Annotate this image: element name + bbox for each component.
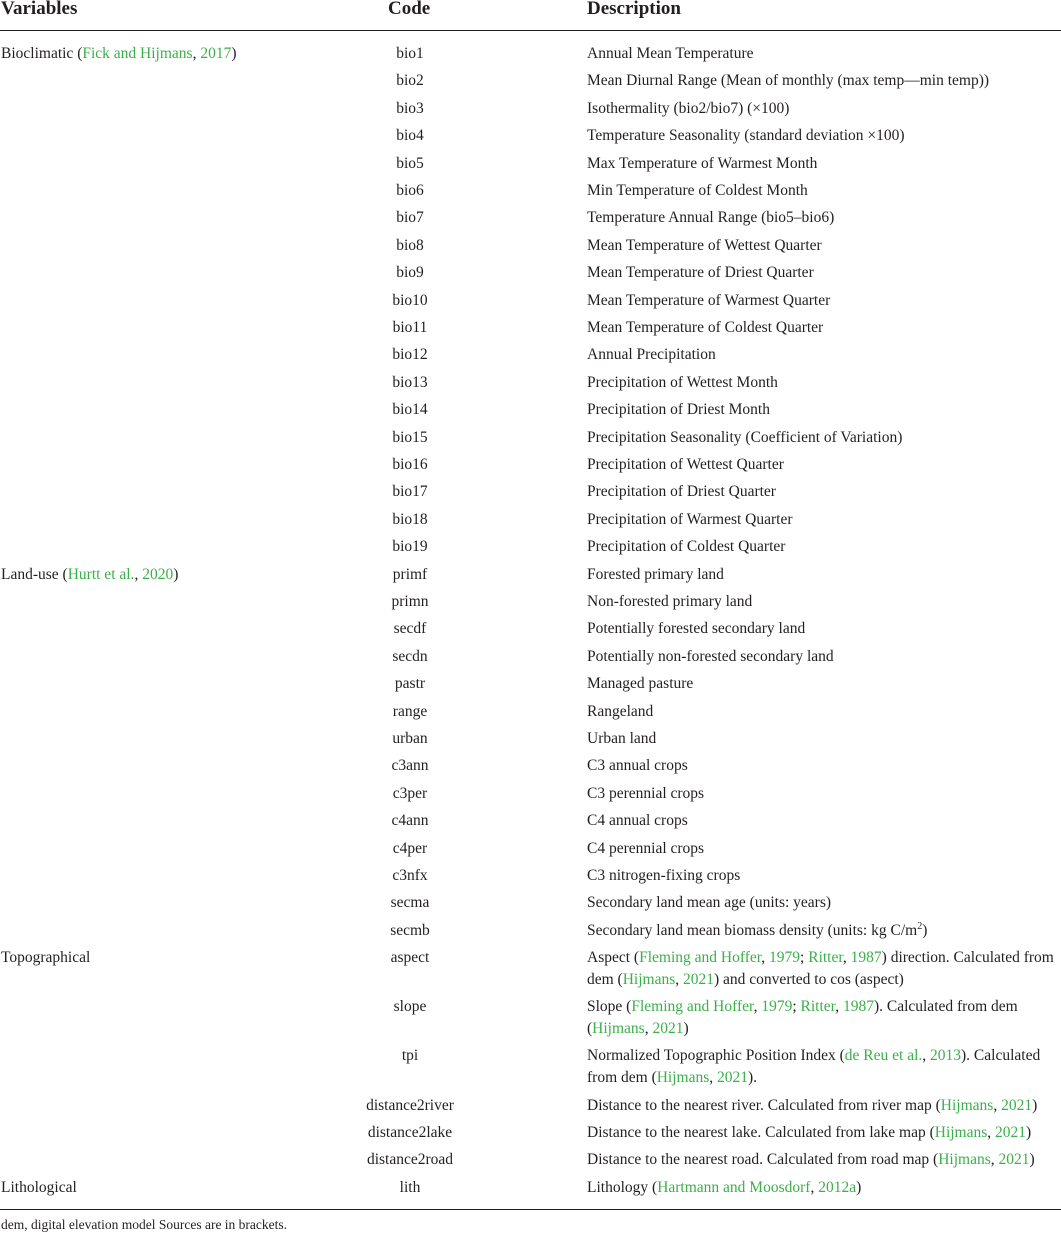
description-text: , [644, 1020, 653, 1038]
description-text: Non-forested primary land [587, 593, 753, 610]
citation-link[interactable]: Hijmans [656, 1069, 710, 1087]
group-label-lithological [1, 1177, 77, 1199]
description-text: ) and converted to cos (aspect) [714, 971, 904, 989]
description-text: Mean Temperature of Wettest Quarter [587, 236, 822, 254]
citation-link[interactable]: Ritter [800, 998, 836, 1016]
code-cell: bio13 [392, 373, 428, 391]
description-text: Mean Temperature of Warmest Quarter [587, 291, 831, 309]
table-row [0, 122, 1061, 149]
header-variables: Variables [1, 0, 78, 19]
citation-link[interactable]: Hijmans [592, 1020, 645, 1038]
description-cell [587, 509, 1061, 531]
table-row [0, 204, 1061, 231]
table-row [0, 1042, 1061, 1092]
description-cell [587, 454, 1061, 476]
description-text: C4 annual crops [587, 812, 688, 830]
description-text: ; [800, 949, 809, 967]
description-cell [587, 262, 1061, 284]
description-cell [587, 646, 1061, 668]
description-text: Temperature Annual Range (bio5–bio6) [587, 209, 835, 227]
description-text: Rangeland [587, 702, 654, 720]
table-row [0, 670, 1061, 697]
group-label-text: Bioclimatic ( [1, 45, 83, 62]
description-text: , [922, 1047, 931, 1065]
description-text: C3 perennial crops [587, 784, 705, 802]
description-text: Potentially non-forested secondary land [587, 647, 834, 665]
table-row [0, 259, 1061, 286]
description-cell [587, 755, 1061, 777]
table-header [0, 0, 1061, 31]
description-cell [587, 838, 1061, 860]
description-cell [587, 481, 1061, 503]
group-label-landuse [1, 564, 178, 586]
citation-link[interactable]: Hartmann and Moosdorf [657, 1178, 811, 1196]
code-cell: c3per [392, 784, 428, 802]
code-cell: distance2lake [367, 1124, 453, 1142]
description-text: , [753, 998, 762, 1016]
code-cell: bio10 [392, 291, 428, 309]
description-text: Min Temperature of Coldest Month [587, 182, 808, 199]
code-cell: secmb [390, 921, 430, 939]
description-text: Precipitation of Warmest Quarter [587, 510, 793, 528]
code-cell: primn [391, 593, 429, 610]
description-text: Max Temperature of Warmest Month [587, 154, 818, 172]
citation-link[interactable]: Hurtt et al. [67, 565, 135, 583]
citation-link[interactable]: Ritter [808, 949, 843, 967]
description-text: ) [1029, 1151, 1035, 1169]
description-cell [587, 43, 1061, 65]
description-text: , [709, 1069, 718, 1087]
description-text: , [987, 1124, 996, 1142]
table-row [0, 1092, 1061, 1119]
description-text: ) direction. Calculated from dem ( [587, 949, 1054, 989]
citation-link[interactable]: 2021 [683, 971, 715, 989]
table-row [0, 341, 1061, 368]
citation-link[interactable]: 2021 [1001, 1097, 1033, 1115]
description-cell [587, 98, 1061, 120]
description-text: Managed pasture [587, 675, 694, 693]
code-cell: bio6 [396, 182, 424, 199]
description-text: Temperature Seasonality (standard deviation ×100) [587, 127, 905, 145]
description-text: , [993, 1097, 1002, 1115]
description-text: Distance to the nearest road. Calculated from road map ( [587, 1151, 939, 1169]
table-row [0, 643, 1061, 670]
code-cell: bio16 [392, 456, 428, 473]
description-cell [587, 1122, 1061, 1144]
description-text: Forested primary land [587, 565, 724, 583]
description-text: Precipitation of Driest Month [587, 401, 770, 419]
code-cell: bio17 [392, 483, 428, 501]
description-text: ). Calculated from dem ( [587, 998, 1018, 1038]
code-cell: urban [392, 730, 428, 747]
table-row [0, 314, 1061, 341]
bottom-rule [0, 1209, 1061, 1210]
citation-link[interactable]: Hijmans [622, 971, 676, 989]
code-cell: lith [399, 1178, 421, 1196]
description-cell [587, 1177, 1061, 1199]
description-text: Urban land [587, 730, 657, 747]
description-text: ) [683, 1020, 689, 1038]
description-cell [587, 399, 1061, 421]
citation-link[interactable]: Fick and Hijmans [82, 45, 193, 62]
description-text: ; [792, 998, 801, 1016]
code-cell: bio4 [396, 127, 424, 145]
group-label-text: Topographical [1, 949, 91, 967]
header-description: Description [587, 0, 681, 19]
table-row [0, 615, 1061, 642]
description-cell [587, 618, 1061, 640]
code-cell: bio8 [396, 236, 424, 254]
description-cell [587, 564, 1061, 586]
group-label-topographical [1, 947, 90, 969]
table-row [0, 698, 1061, 725]
code-cell: secdn [392, 647, 428, 665]
table-row [0, 588, 1061, 615]
table-row [0, 369, 1061, 396]
description-text: Secondary land mean age (units: years) [587, 894, 832, 912]
superscript: 2 [917, 920, 923, 932]
table-row [0, 150, 1061, 177]
table-row [0, 424, 1061, 451]
table-row [0, 67, 1061, 94]
description-text: Mean Temperature of Coldest Quarter [587, 319, 824, 336]
description-text: , [810, 1178, 819, 1196]
group-label-bioclimatic [1, 43, 237, 65]
description-cell [587, 673, 1061, 695]
description-text: Lithology ( [587, 1178, 658, 1196]
description-text: C3 nitrogen-fixing crops [587, 867, 741, 884]
table-row [0, 506, 1061, 533]
citation-year-link[interactable]: 2017 [200, 45, 232, 62]
table-row [0, 862, 1061, 889]
table-row [0, 177, 1061, 204]
citation-year-link[interactable]: 2020 [142, 565, 174, 583]
description-cell [587, 427, 1061, 449]
citation-close: ) [173, 565, 179, 583]
citation-link[interactable]: 2021 [717, 1069, 749, 1087]
description-text: ) [1032, 1097, 1038, 1115]
description-text: , [675, 971, 684, 989]
citation-link[interactable]: 2021 [652, 1020, 684, 1038]
description-text: ) [856, 1178, 862, 1196]
code-cell: bio15 [392, 428, 428, 446]
description-text: C4 perennial crops [587, 839, 705, 857]
code-cell: secma [390, 894, 430, 912]
description-text: Precipitation of Driest Quarter [587, 483, 776, 501]
code-cell: c3nfx [392, 867, 428, 884]
code-cell: bio2 [396, 72, 424, 90]
description-cell [587, 536, 1061, 558]
table-row [0, 780, 1061, 807]
code-cell: bio7 [396, 209, 424, 227]
description-cell [587, 996, 1061, 1040]
group-label-text: Lithological [1, 1178, 77, 1196]
table-row [0, 725, 1061, 752]
table-row [0, 478, 1061, 505]
description-text: Distance to the nearest lake. Calculated from lake map ( [587, 1124, 935, 1142]
table-row [0, 396, 1061, 423]
citation-link[interactable]: 1987 [850, 949, 882, 967]
description-text: Annual Precipitation [587, 346, 716, 364]
description-cell [587, 865, 1061, 887]
citation-sep: , [134, 565, 143, 583]
code-cell: c4per [392, 839, 428, 857]
citation-sep: , [192, 45, 201, 62]
code-cell: c3ann [391, 757, 429, 775]
description-text: Distance to the nearest river. Calculated from river map ( [587, 1097, 941, 1115]
description-cell [587, 70, 1061, 92]
code-cell: bio5 [396, 154, 424, 172]
table-row [0, 561, 1061, 588]
table-row [0, 1174, 1061, 1201]
table-row [0, 287, 1061, 314]
description-cell [587, 235, 1061, 257]
table-row [0, 835, 1061, 862]
citation-link[interactable]: Fleming and Hoffer [639, 949, 762, 967]
table-row [0, 232, 1061, 259]
description-cell [587, 783, 1061, 805]
description-after: ) [922, 921, 928, 939]
code-cell: bio14 [392, 401, 428, 419]
description-cell [587, 728, 1061, 750]
description-cell [587, 153, 1061, 175]
description-text: ). [748, 1069, 758, 1087]
citation-link[interactable]: 2021 [998, 1151, 1030, 1169]
citation-link[interactable]: 2012a [818, 1178, 857, 1196]
code-cell: bio12 [392, 346, 428, 364]
table-row [0, 95, 1061, 122]
citation-link[interactable]: 1987 [842, 998, 874, 1016]
table-row [0, 993, 1061, 1042]
table-row [0, 917, 1061, 944]
table-row [0, 944, 1061, 993]
table-row [0, 807, 1061, 834]
description-cell [587, 207, 1061, 229]
table-row [0, 889, 1061, 916]
code-cell: distance2river [366, 1097, 454, 1115]
citation-link[interactable]: 1979 [761, 998, 793, 1016]
table-row [0, 752, 1061, 779]
description-text: Precipitation of Wettest Month [587, 373, 778, 391]
citation-link[interactable]: 2013 [930, 1047, 962, 1065]
citation-link[interactable]: Hijmans [938, 1151, 991, 1169]
description-cell [587, 920, 1061, 942]
description-text: ). Calculated from dem ( [587, 1047, 1041, 1087]
description-cell [587, 344, 1061, 366]
description-text: , [990, 1151, 999, 1169]
description-cell [587, 1045, 1061, 1089]
citation-link[interactable]: Hijmans [934, 1124, 988, 1142]
footnote: dem, digital elevation model Sources are in brackets. [1, 1217, 288, 1232]
table-row [0, 1146, 1061, 1174]
description-text: Slope ( [587, 998, 632, 1016]
code-cell: c4ann [391, 812, 429, 830]
table-row [0, 451, 1061, 478]
description-text: C3 annual crops [587, 757, 688, 775]
code-cell: bio3 [396, 99, 424, 117]
description-text: Isothermality (bio2/bio7) (×100) [587, 99, 790, 117]
description-cell [587, 947, 1061, 991]
description-text: Precipitation Seasonality (Coefficient of Variation) [587, 428, 903, 446]
table-row [0, 1119, 1061, 1146]
description-text: Precipitation of Wettest Quarter [587, 456, 784, 473]
citation-link[interactable]: Fleming and Hoffer [631, 998, 754, 1016]
description-cell [587, 317, 1061, 339]
description-text: Annual Mean Temperature [587, 45, 754, 62]
description-text: Aspect ( [587, 949, 640, 967]
code-cell: secdf [393, 620, 427, 638]
header-code: Code [388, 0, 431, 19]
description-text: Potentially forested secondary land [587, 620, 806, 638]
description-text: ) [1026, 1124, 1032, 1142]
description-cell [587, 125, 1061, 147]
table-row [0, 533, 1061, 560]
code-cell: range [392, 702, 428, 720]
description-cell [587, 1149, 1061, 1171]
code-cell: tpi [401, 1047, 419, 1065]
citation-link[interactable]: Hijmans [940, 1097, 994, 1115]
code-cell: aspect [390, 949, 430, 967]
description-cell [587, 810, 1061, 832]
description-text: Mean Temperature of Driest Quarter [587, 264, 814, 282]
description-text: , [761, 949, 770, 967]
code-cell: distance2road [366, 1151, 454, 1169]
code-cell: slope [393, 998, 427, 1016]
code-cell: bio11 [392, 319, 428, 336]
code-cell: pastr [394, 675, 426, 693]
description-text: Mean Diurnal Range (Mean of monthly (max temp—min temp)) [587, 72, 990, 90]
description-cell [587, 180, 1061, 202]
citation-link[interactable]: 1979 [769, 949, 801, 967]
group-label-text: Land-use ( [1, 565, 68, 583]
description-text: , [835, 998, 843, 1016]
code-cell: bio18 [392, 510, 428, 528]
citation-link[interactable]: de Reu et al. [844, 1047, 923, 1065]
description-cell [587, 591, 1061, 613]
description-cell [587, 372, 1061, 394]
description-cell [587, 1095, 1061, 1117]
table-row [0, 40, 1061, 67]
description-cell [587, 701, 1061, 723]
description-text: Secondary land mean biomass density (units: kg C/m [587, 921, 918, 939]
description-cell [587, 892, 1061, 914]
code-cell: primf [392, 565, 428, 583]
citation-link[interactable]: 2021 [995, 1124, 1027, 1142]
description-cell [587, 290, 1061, 312]
citation-close: ) [231, 45, 237, 62]
code-cell: bio19 [392, 538, 428, 556]
code-cell: bio1 [396, 45, 424, 62]
description-text: , [842, 949, 851, 967]
code-cell: bio9 [396, 264, 424, 282]
description-text: Precipitation of Coldest Quarter [587, 538, 786, 556]
description-text: Normalized Topographic Position Index ( [587, 1047, 845, 1065]
